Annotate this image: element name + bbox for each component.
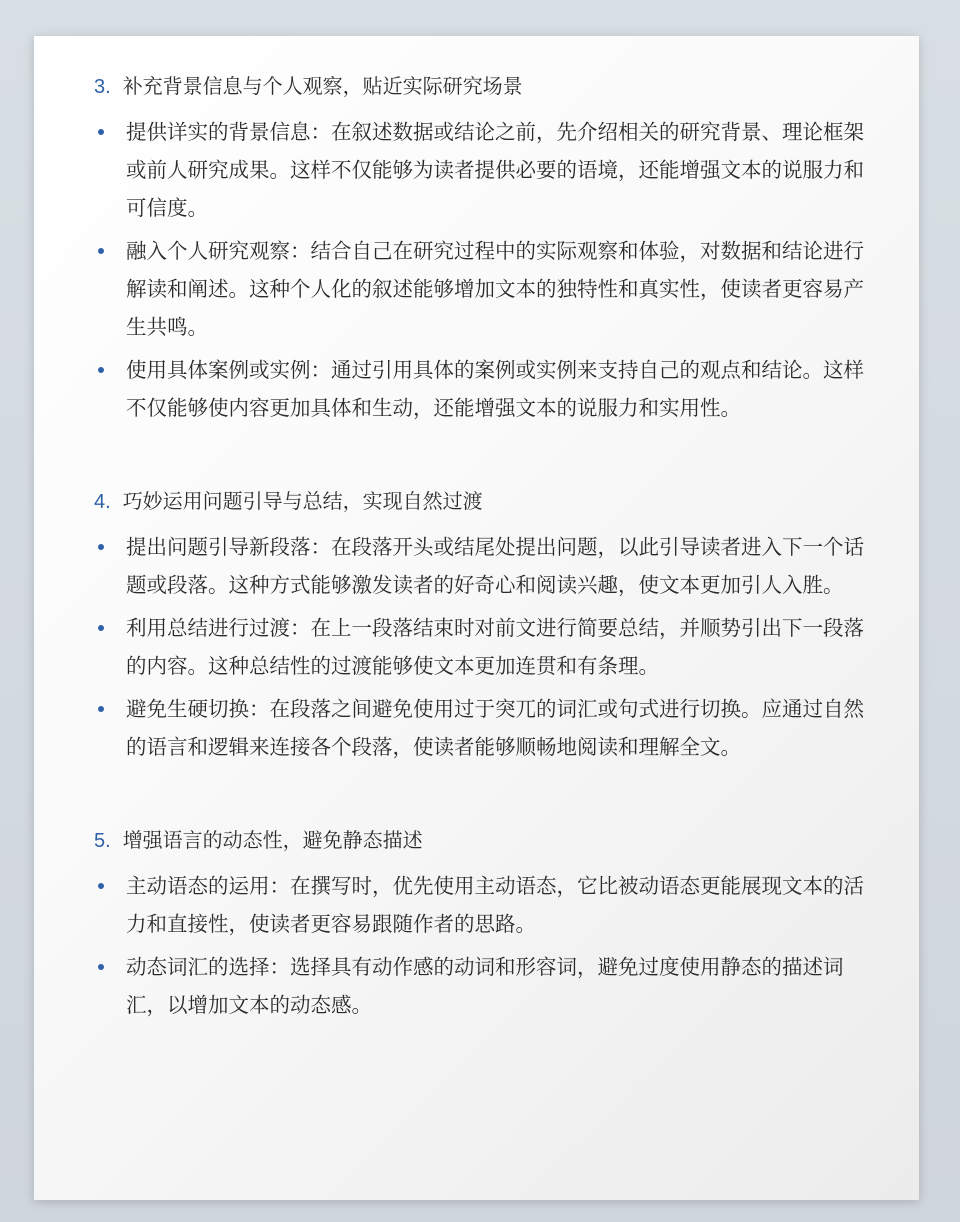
bullet-icon (98, 367, 104, 373)
bullet-icon (98, 964, 104, 970)
section-number: 4. (94, 491, 111, 513)
section-title: 补充背景信息与个人观察，贴近实际研究场景 (122, 74, 523, 98)
document-page (34, 36, 919, 1200)
section-4 (94, 485, 879, 766)
list-item (94, 528, 879, 604)
list-item-text: 避免生硬切换：在段落之间避免使用过于突兀的词汇或句式进行切换。应通过自然的语言和逻辑来连接各个段落，使读者能够顺畅地阅读和理解全文。 (126, 697, 864, 759)
bullet-list (94, 113, 879, 427)
list-item-text: 融入个人研究观察：结合自己在研究过程中的实际观察和体验，对数据和结论进行解读和阐述。这种个人化的叙述能够增加文本的独特性和真实性，使读者更容易产生共鸣。 (126, 239, 864, 339)
bullet-icon (98, 625, 104, 631)
list-item (94, 113, 879, 227)
list-item (94, 232, 879, 346)
section-title: 巧妙运用问题引导与总结，实现自然过渡 (122, 489, 483, 513)
list-item (94, 867, 879, 943)
bullet-icon (98, 706, 104, 712)
list-item-text: 主动语态的运用：在撰写时，优先使用主动语态，它比被动语态更能展现文本的活力和直接性，使读者更容易跟随作者的思路。 (126, 874, 864, 936)
section-number: 3. (94, 76, 111, 98)
section-5 (94, 824, 879, 1024)
list-item-text: 提出问题引导新段落：在段落开头或结尾处提出问题，以此引导读者进入下一个话题或段落。这种方式能够激发读者的好奇心和阅读兴趣，使文本更加引人入胜。 (126, 535, 864, 597)
list-item (94, 351, 879, 427)
section-3 (94, 70, 879, 427)
section-title: 增强语言的动态性，避免静态描述 (122, 828, 423, 852)
list-item (94, 948, 879, 1024)
bullet-icon (98, 129, 104, 135)
list-item-text: 提供详实的背景信息：在叙述数据或结论之前，先介绍相关的研究背景、理论框架或前人研究成果。这样不仅能够为读者提供必要的语境，还能增强文本的说服力和可信度。 (126, 120, 864, 220)
section-heading (94, 70, 879, 103)
list-item-text: 利用总结进行过渡：在上一段落结束时对前文进行简要总结，并顺势引出下一段落的内容。这种总结性的过渡能够使文本更加连贯和有条理。 (126, 616, 864, 678)
section-heading (94, 485, 879, 518)
section-heading (94, 824, 879, 857)
list-item (94, 690, 879, 766)
bullet-list (94, 528, 879, 766)
list-item-text: 动态词汇的选择：选择具有动作感的动词和形容词，避免过度使用静态的描述词汇，以增加文本的动态感。 (126, 955, 844, 1017)
section-number: 5. (94, 830, 111, 852)
list-item-text: 使用具体案例或实例：通过引用具体的案例或实例来支持自己的观点和结论。这样不仅能够使内容更加具体和生动，还能增强文本的说服力和实用性。 (126, 358, 864, 420)
bullet-icon (98, 883, 104, 889)
bullet-list (94, 867, 879, 1024)
bullet-icon (98, 544, 104, 550)
list-item (94, 609, 879, 685)
bullet-icon (98, 248, 104, 254)
